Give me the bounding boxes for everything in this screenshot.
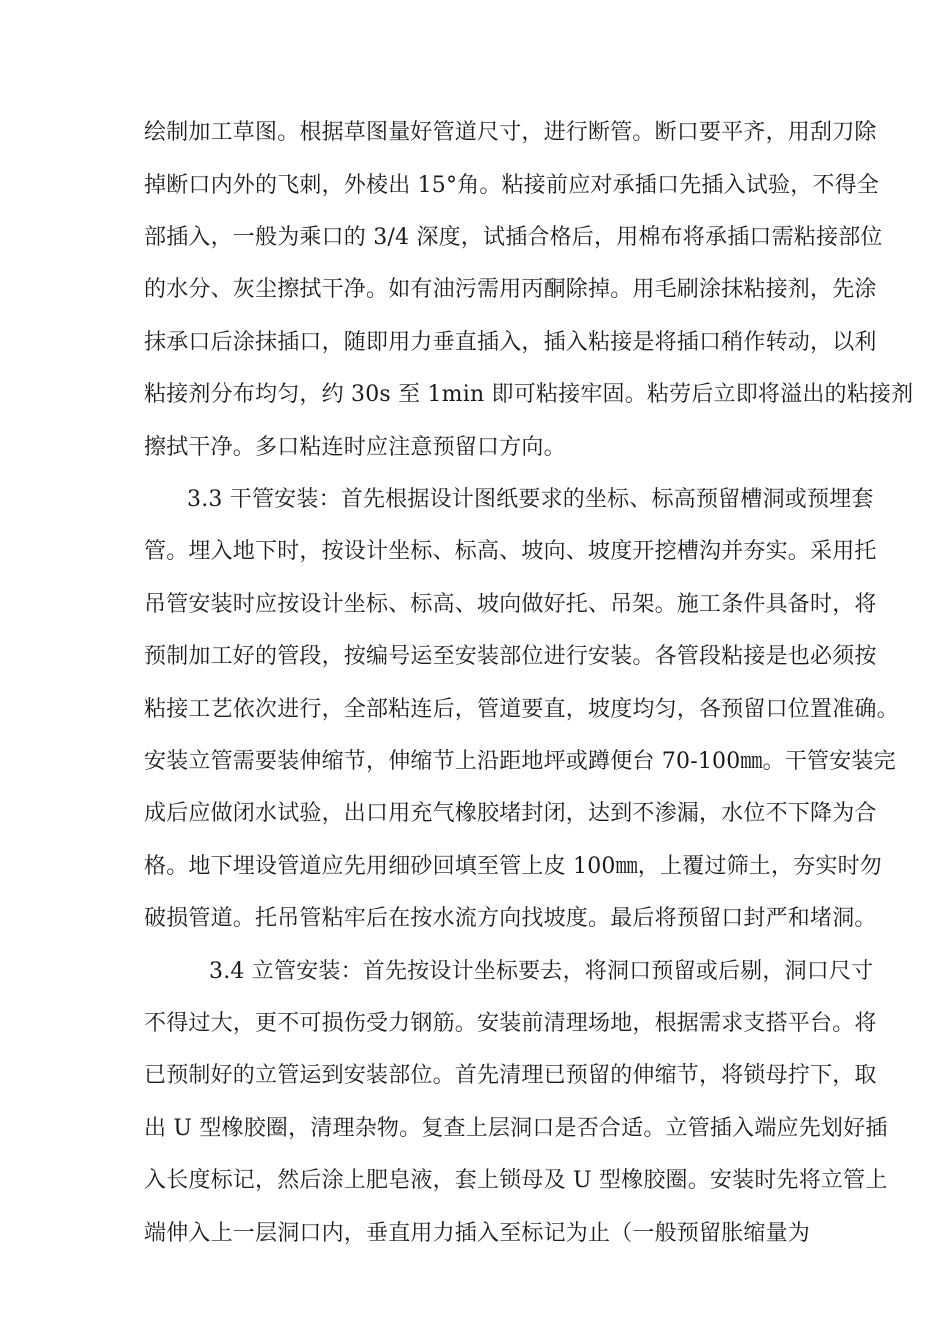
text-line: 安装立管需要装伸缩节，伸缩节上沿距地坪或蹲便台 70-100㎜。干管安装完	[144, 749, 896, 774]
text-line: 掉断口内外的飞刺，外棱出 15°角。粘接前应对承插口先插入试验，不得全	[144, 173, 879, 198]
text-line: 成后应做闭水试验，出口用充气橡胶堵封闭，达到不渗漏，水位不下降为合	[144, 801, 877, 826]
text-line: 擦拭干净。多口粘连时应注意预留口方向。	[144, 435, 566, 460]
text-line: 入长度标记，然后涂上肥皂液，套上锁母及 U 型橡胶圈。安装时先将立管上	[144, 1168, 888, 1193]
text-line: 出 U 型橡胶圈，清理杂物。复查上层洞口是否合适。立管插入端应先划好插	[144, 1116, 888, 1141]
text-line: 已预制好的立管运到安装部位。首先清理已预留的伸缩节，将锁母拧下，取	[144, 1063, 877, 1088]
text-line: 格。地下埋设管道应先用细砂回填至管上皮 100㎜，上覆过筛土，夯实时勿	[144, 854, 882, 879]
section-3-3-first-line: 3.3 干管安装：首先根据设计图纸要求的坐标、标高预留槽洞或预埋套	[187, 487, 874, 512]
text-line: 粘接剂分布均匀，约 30s 至 1min 即可粘接牢固。粘劳后立即将溢出的粘接剂	[144, 382, 914, 407]
text-line: 吊管安装时应按设计坐标、标高、坡向做好托、吊架。施工条件具备时，将	[144, 592, 877, 617]
section-3-4-first-line: 3.4 立管安装：首先按设计坐标要去，将洞口预留或后剔，洞口尺寸	[209, 959, 874, 984]
text-line: 预制加工好的管段，按编号运至安装部位进行安装。各管段粘接是也必须按	[144, 644, 877, 669]
text-line: 的水分、灰尘擦拭干净。如有油污需用丙酮除掉。用毛刷涂抹粘接剂，先涂	[144, 277, 877, 302]
text-line: 抹承口后涂抹插口，随即用力垂直插入，插入粘接是将插口稍作转动，以利	[144, 330, 877, 355]
text-line: 端伸入上一层洞口内，垂直用力插入至标记为止（一般预留胀缩量为	[144, 1221, 811, 1246]
text-line: 部插入，一般为乘口的 3/4 深度，试插合格后，用棉布将承插口需粘接部位	[144, 225, 883, 250]
text-line: 粘接工艺依次进行，全部粘连后，管道要直，坡度均匀，各预留口位置准确。	[144, 697, 899, 722]
text-line: 绘制加工草图。根据草图量好管道尺寸，进行断管。断口要平齐，用刮刀除	[144, 120, 877, 145]
text-line: 管。埋入地下时，按设计坐标、标高、坡向、坡度开挖槽沟并夯实。采用托	[144, 539, 877, 564]
text-line: 破损管道。托吊管粘牢后在按水流方向找坡度。最后将预留口封严和堵洞。	[144, 906, 877, 931]
text-line: 不得过大，更不可损伤受力钢筋。安装前清理场地，根据需求支搭平台。将	[144, 1011, 877, 1036]
